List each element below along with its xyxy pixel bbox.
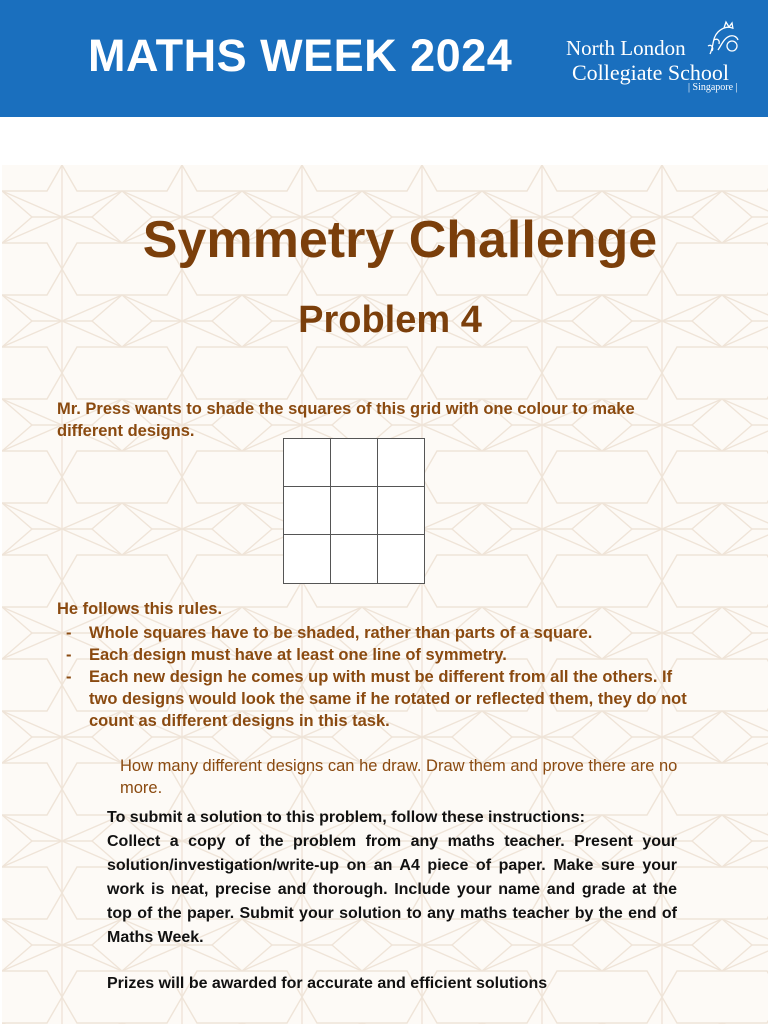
prizes-note: Prizes will be awarded for accurate and efficient solutions: [107, 975, 548, 992]
challenge-title: Symmetry Challenge: [142, 211, 658, 269]
logo-line-1: North London: [566, 36, 686, 60]
rule-item: [64, 666, 704, 732]
rule-marker: -: [66, 624, 72, 642]
problem-number: Problem 4: [298, 299, 482, 341]
rule-text: Whole squares have to be shaded, rather than parts of a square.: [89, 624, 593, 642]
school-crest-icon: [702, 20, 742, 60]
poster: [2, 165, 768, 1024]
rule-marker: -: [66, 668, 72, 686]
question-text: [120, 755, 680, 799]
logo-line-2: Collegiate School: [572, 60, 730, 85]
logo-subtitle: | Singapore |: [688, 82, 738, 93]
question-text-content: How many different designs can he draw. Draw them and prove there are no more.: [120, 757, 678, 797]
rule-text: Each new design he comes up with must be different from all the others. If two designs would look the same if he rotated or reflected them, they do not count as different designs in this task.: [89, 668, 687, 730]
rules-heading: He follows this rules.: [57, 600, 223, 618]
three-by-three-grid: [283, 438, 425, 584]
header-title: MATHS WEEK 2024: [88, 30, 513, 81]
submission-instructions: [107, 806, 677, 950]
rule-text: Each design must have at least one line of symmetry.: [89, 646, 507, 664]
header-banner: [0, 0, 768, 117]
instructions-body: Collect a copy of the problem from any maths teacher. Present your solution/investigation/write-up on an A4 piece of paper. Make sure your work is neat, precise and thorough. Include your name and grade at the top of the paper. Submit your solution to any maths teacher by the end of Maths Week.: [107, 833, 677, 946]
instructions-heading: To submit a solution to this problem, follow these instructions:: [107, 809, 585, 826]
rules-list: [64, 622, 704, 732]
rule-item: [64, 622, 704, 644]
problem-intro: Mr. Press wants to shade the squares of this grid with one colour to make different designs.: [57, 400, 635, 440]
school-logo: [566, 20, 746, 100]
rule-item: [64, 644, 704, 666]
rule-marker: -: [66, 646, 72, 664]
